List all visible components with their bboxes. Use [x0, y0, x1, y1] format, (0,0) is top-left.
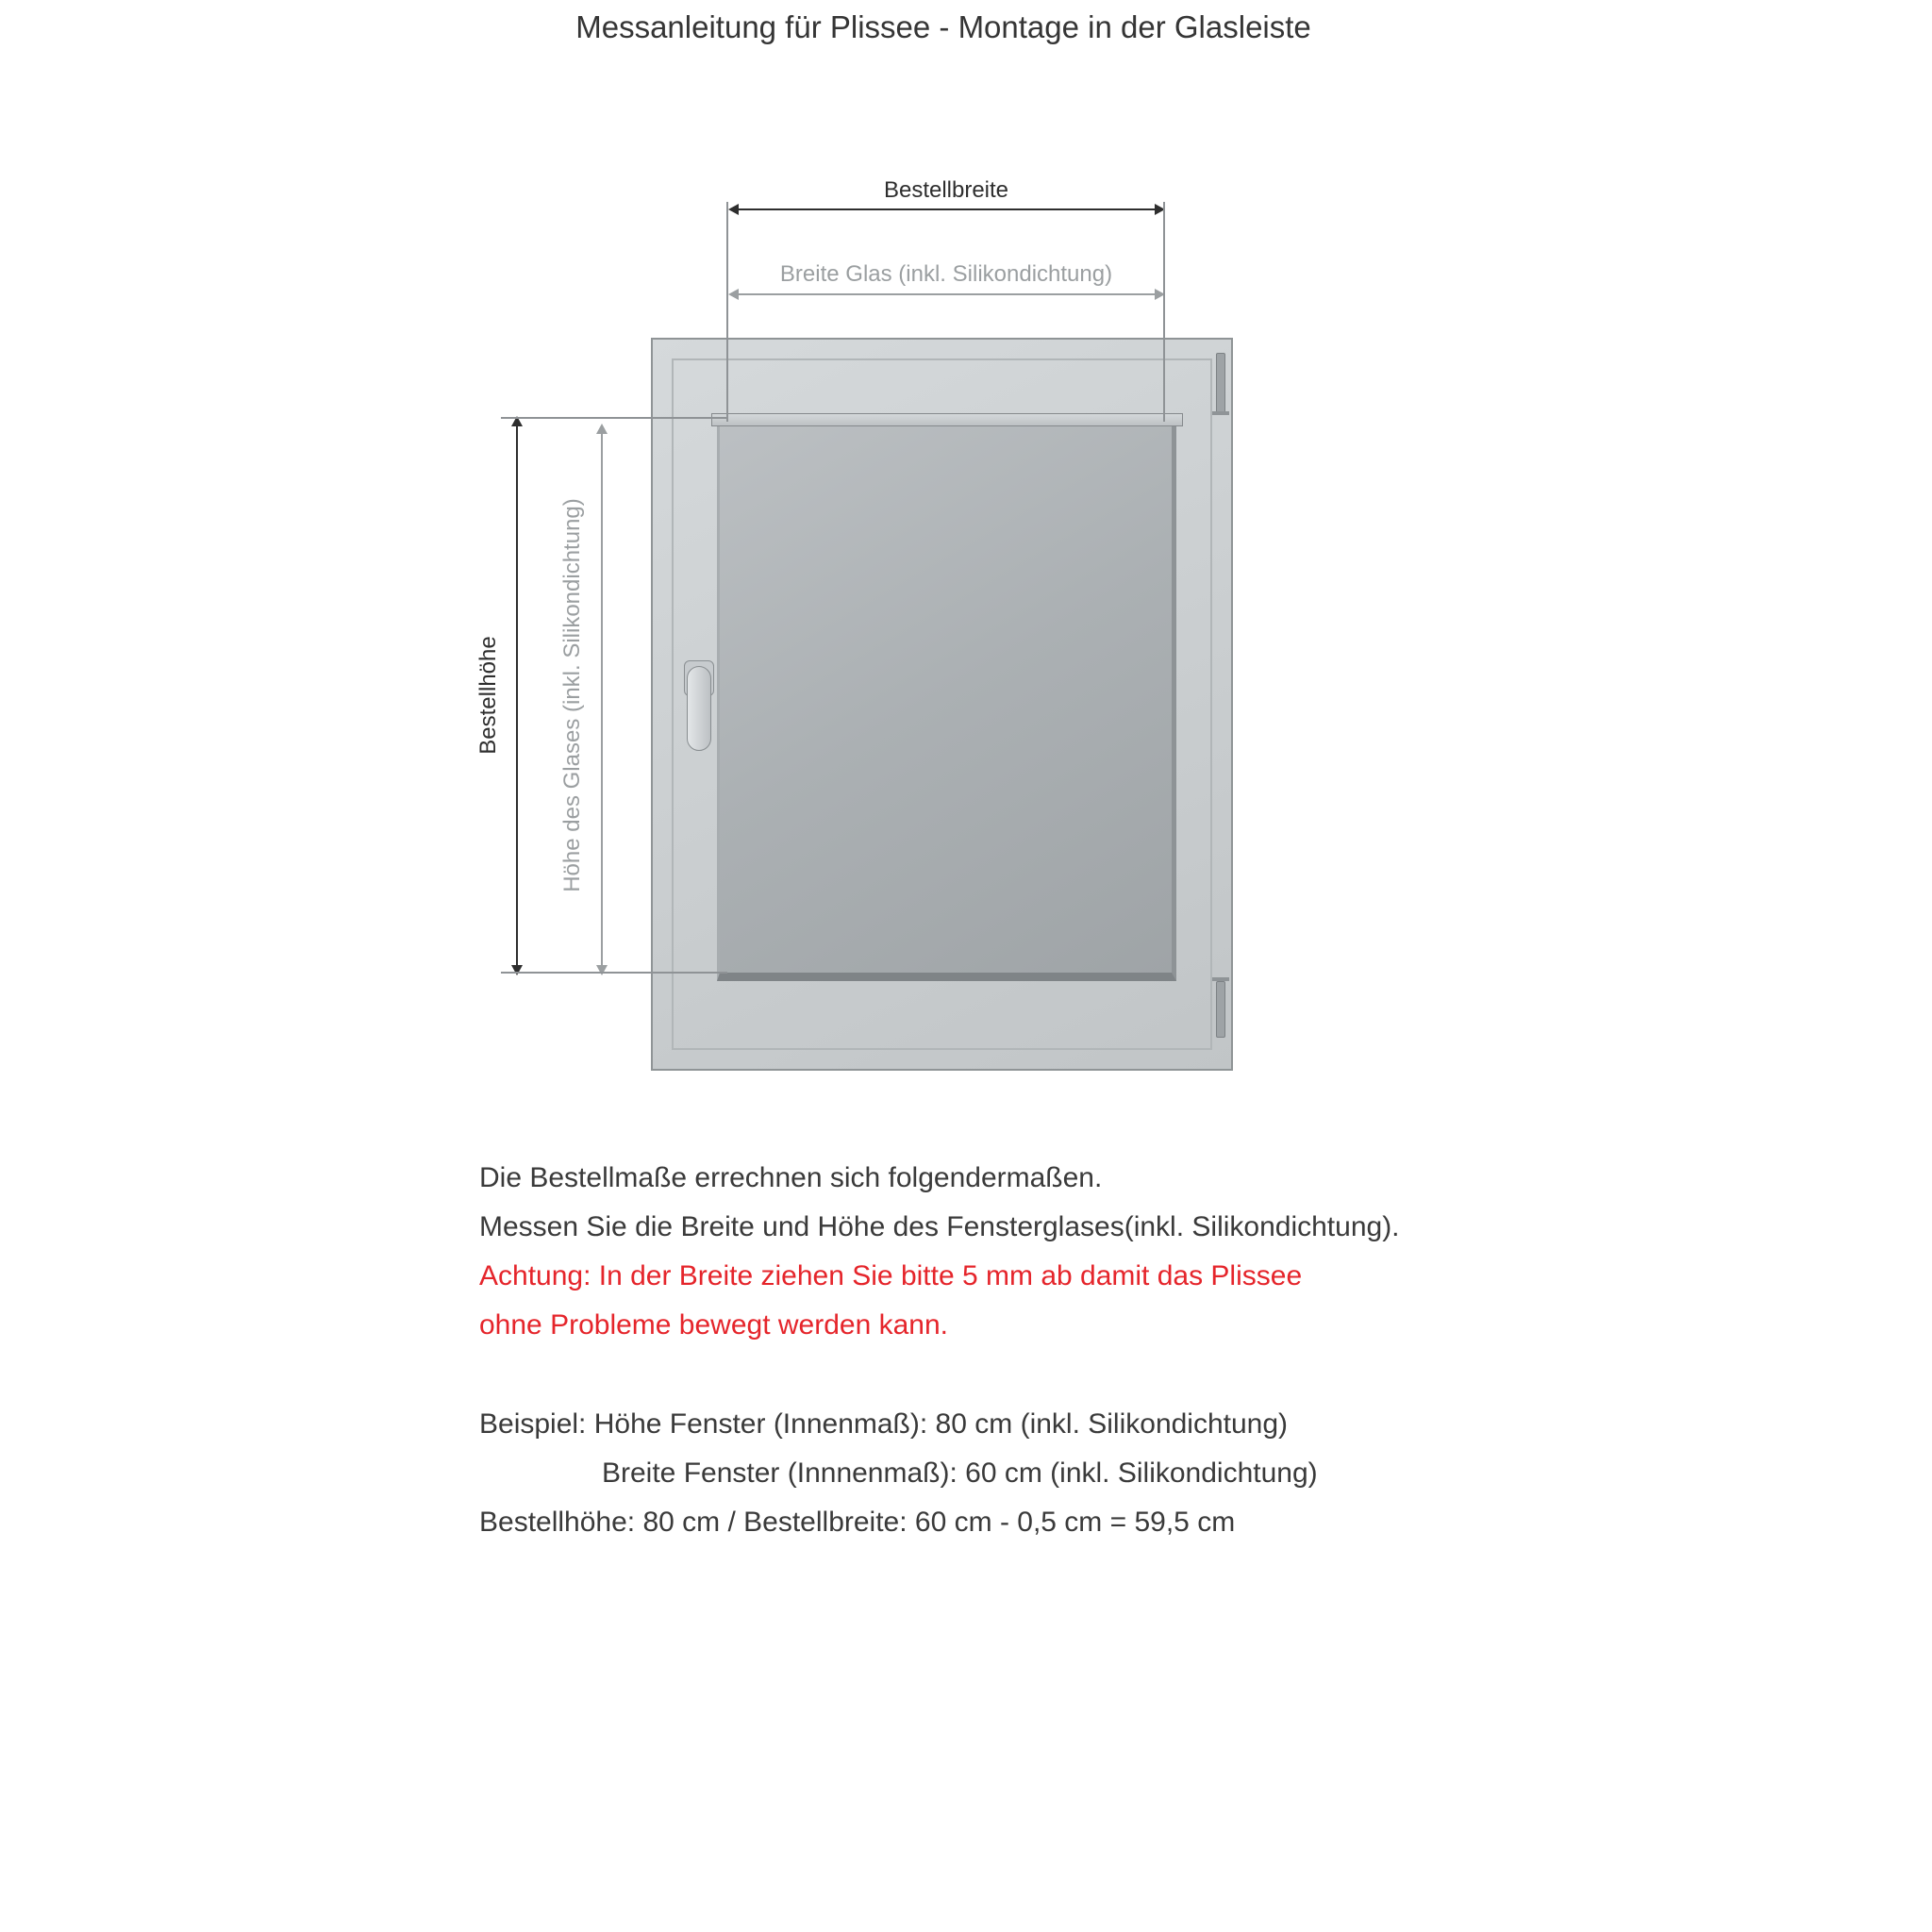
instruction-line-2: Messen Sie die Breite und Höhe des Fensterglases(inkl. Silikondichtung). [479, 1211, 1400, 1242]
extension-line-bottom [501, 972, 727, 974]
glass-height-arrow [601, 424, 603, 975]
extension-line-right [1163, 202, 1165, 422]
plissee-top-rail [711, 413, 1183, 426]
instruction-line-1: Die Bestellmaße errechnen sich folgendermaßen. [479, 1162, 1103, 1193]
window-glass [717, 414, 1176, 981]
window-frame [651, 338, 1233, 1071]
arrow-line [601, 432, 603, 967]
order-width-label: Bestellbreite [883, 177, 1009, 203]
extension-line-top [501, 417, 727, 419]
order-height-arrow [516, 416, 518, 975]
example-line-3: Bestellhöhe: 80 cm / Bestellbreite: 60 cm - 0,5 cm = 59,5 cm [479, 1507, 1236, 1538]
warning-line-2: ohne Probleme bewegt werden kann. [479, 1309, 948, 1341]
extension-line-left [726, 202, 728, 422]
glass-width-label: Breite Glas (inkl. Silikondichtung) [779, 261, 1113, 287]
arrowhead-left-icon [728, 204, 739, 215]
arrowhead-bottom-icon [511, 965, 523, 975]
glass-height-label: Höhe des Glases (inkl. Silikondichtung) [559, 498, 585, 892]
window-handle [687, 666, 711, 751]
window-hinge-top [1216, 353, 1225, 413]
arrow-line [737, 208, 1157, 210]
example-line-2: Breite Fenster (Innnenmaß): 60 cm (inkl. Silikondichtung) [602, 1457, 1318, 1489]
order-height-label: Bestellhöhe [475, 636, 501, 755]
order-width-arrow [728, 208, 1165, 210]
glass-width-arrow [728, 293, 1165, 295]
arrow-line [516, 425, 518, 967]
window-hinge-top-pin [1212, 411, 1229, 415]
example-line-1: Beispiel: Höhe Fenster (Innenmaß): 80 cm (inkl. Silikondichtung) [479, 1408, 1289, 1440]
arrowhead-left-icon [728, 289, 739, 300]
arrowhead-top-icon [596, 424, 608, 434]
arrow-line [737, 293, 1157, 295]
window-hinge-bottom-pin [1212, 977, 1229, 981]
page-title: Messanleitung für Plissee - Montage in der Glasleiste [575, 9, 1311, 44]
arrowhead-bottom-icon [596, 965, 608, 975]
warning-line-1: Achtung: In der Breite ziehen Sie bitte 5 mm ab damit das Plissee [479, 1260, 1303, 1291]
window-hinge-bottom [1216, 981, 1225, 1038]
